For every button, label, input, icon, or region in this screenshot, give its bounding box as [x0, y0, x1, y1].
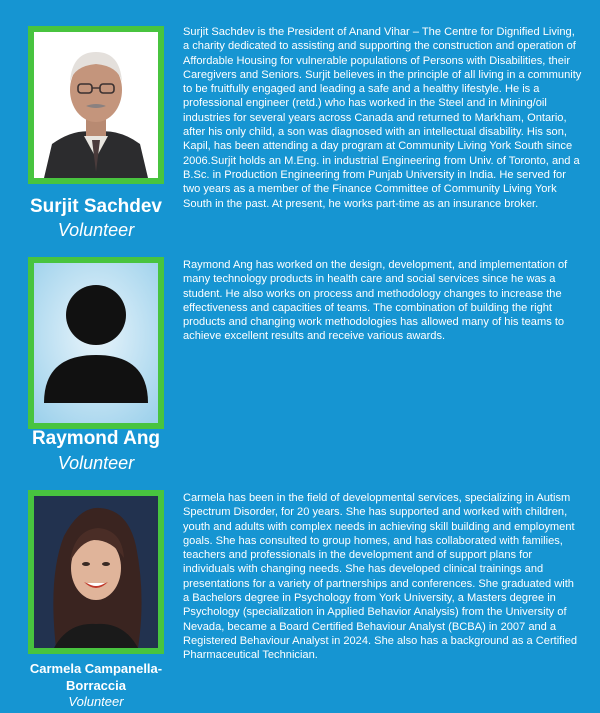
- portrait-photo: [34, 496, 158, 648]
- profile-role: Volunteer: [57, 453, 135, 473]
- profile-bio: Raymond Ang has worked on the design, development, and implementation of many technology products in health care and social services since he was a student. He also works on process and methodology changes to increase the effectiveness and capacities of teams. The combination of building the right products and changing work methodologies has allowed many of his teams to achieve excellent results and receive various awards.: [183, 259, 568, 343]
- portrait-photo: [34, 32, 158, 178]
- profile-photo: [28, 490, 164, 654]
- person-placeholder-icon: [34, 263, 158, 423]
- profile-name: Carmela Campanella-Borraccia: [29, 661, 163, 693]
- profile-role: Volunteer: [68, 694, 124, 709]
- profile-name: Surjit Sachdev: [30, 196, 162, 217]
- profile-bio: Surjit Sachdev is the President of Anand Vihar – The Centre for Dignified Living, a charity dedicated to assisting and supporting the construction and operation of Affordable Housing for vulnerable populations of Persons with Disabilities, their Caregivers and Seniors. Surjit believes in the principle of all living in a community to be fruitfully engaged and leading a safe and a healthy lifestyle. He is a professional engineer (retd.) who has worked in the Steel and in Mining/oil industries for several years across Canada and returned to Markham, Ontario, after his only child, a son was diagnosed with an intellectual disability. His son, Kapil, has been attending a day program at Community Living York South since 2006.Surjit holds an M.Eng. in industrial Engineering from Univ. of Toronto, and a B.Sc. in Production Engineering from Punjab University in India. He served for two years as a member of the Finance Committee of Community Living York South in the past. At present, he works part-time as an insurance broker.: [183, 26, 582, 210]
- profile-role: Volunteer: [57, 220, 135, 240]
- profile-photo: [28, 26, 164, 184]
- profile-name: Raymond Ang: [31, 428, 161, 449]
- profile-photo: [28, 257, 164, 429]
- profile-bio: Carmela has been in the field of developmental services, specializing in Autism Spectrum Disorder, for 20 years. She has supported and worked with children, youth and adults with complex needs in achieving skill building and employment goals. She has consulted to group homes, and has collaborated with families, teachers and professionals in the development and of support plans for individuals with changing needs. She has developed clinical trainings and presentations for a variety of partnerships and conferences. She graduated with a Bachelors degree in Psychology from York University, a Masters degree in Psychology (specialization in Applied Behavior Analysis) from the University of Nevada, became a Board Certified Behaviour Analyst (BCBA) in 2007 and a Registered Behaviour Analyst in 2024. She also has a background as a Certified Pharmaceutical Technician.: [183, 492, 578, 662]
